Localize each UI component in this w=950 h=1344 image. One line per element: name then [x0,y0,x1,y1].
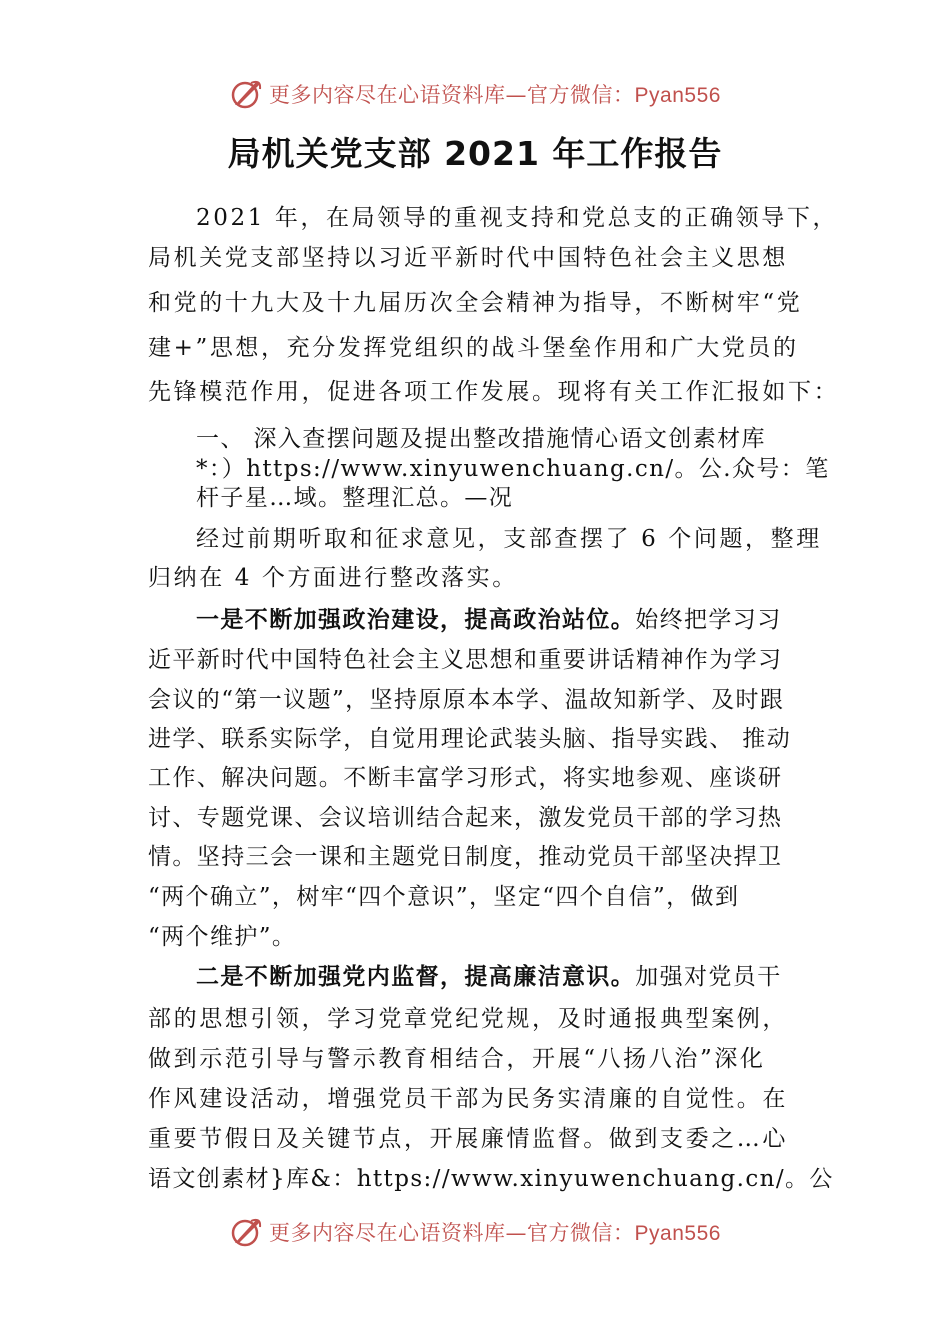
paragraph-line: 部的思想引领，学习党章党纪党规，及时通报典型案例， [148,1006,788,1032]
header-watermark [0,74,950,114]
watermark-text: 更多内容尽在心语资料库—官方微信：Pyan556 [269,1221,721,1245]
paragraph-line: 进学、联系实际学，自觉用理论武装头脑、指导实践、 推动 [148,726,792,752]
point-2-first-line: 二是不断加强党内监督，提高廉洁意识。加强对党员干 [196,963,782,990]
watermark-wechat-id: Pyan556 [634,1222,721,1245]
paragraph-line: 语文创素材}库&：https://www.xinyuwenchuang.cn/。公 [148,1166,834,1192]
paragraph-line: 经过前期听取和征求意见，支部查摆了 6 个问题，整理 [196,526,822,552]
paragraph-line: “两个维护”。 [148,924,297,950]
point-1-heading: 一是不断加强政治建设，提高政治站位。 [196,606,636,633]
section-heading-line: 杆子星…域。整理汇总。—况 [196,485,514,511]
section-heading-line: *：）https://www.xinyuwenchuang.cn/。公.众号：笔 [196,456,830,482]
paragraph-line: 会议的“第一议题”，坚持原原本本学、温故知新学、及时跟 [148,687,785,713]
paragraph-line: 讨、专题党课、会议培训结合起来，激发党员干部的学习热 [148,805,783,831]
paragraph-line: 局机关党支部坚持以习近平新时代中国特色社会主义思想 [148,245,788,271]
paragraph-line: 工作、解决问题。不断丰富学习形式，将实地参观、座谈研 [148,765,783,791]
paragraph-line: 做到示范引导与警示教育相结合，开展“八扬八治”深化 [148,1046,766,1072]
paragraph-line: 建+”思想，充分发挥党组织的战斗堡垒作用和广大党员的 [148,335,799,361]
quill-logo-icon [229,77,263,111]
watermark-wechat-id: Pyan556 [634,84,721,107]
point-1-first-line: 一是不断加强政治建设，提高政治站位。始终把学习习 [196,606,782,633]
paragraph-line: 归纳在 4 个方面进行整改落实。 [148,565,518,591]
paragraph-line: 先锋模范作用，促进各项工作发展。现将有关工作汇报如下： [148,379,840,405]
paragraph-line: 作风建设活动，增强党员干部为民务实清廉的自觉性。在 [148,1086,788,1112]
paragraph-line: “两个确立”，树牢“四个意识”，坚定“四个自信”，做到 [148,884,740,910]
paragraph-line: 重要节假日及关键节点，开展廉情监督。做到支委之…心 [148,1126,788,1152]
quill-logo-icon [229,1215,263,1249]
paragraph-line: 2021 年，在局领导的重视支持和党总支的正确领导下， [196,205,839,231]
point-2-heading: 二是不断加强党内监督，提高廉洁意识。 [196,963,636,990]
page-title: 局机关党支部 2021 年工作报告 [227,134,723,173]
watermark-text: 更多内容尽在心语资料库—官方微信：Pyan556 [269,83,721,107]
paragraph-line: 近平新时代中国特色社会主义思想和重要讲话精神作为学习 [148,647,783,673]
paragraph-line: 情。坚持三会一课和主题党日制度，推动党员干部坚决捍卫 [148,844,783,870]
paragraph-line: 和党的十九大及十九届历次全会精神为指导，不断树牢“党 [148,290,803,316]
section-heading-line: 一、 深入查摆问题及提出整改措施情心语文创素材库 [196,426,766,452]
footer-watermark [0,1212,950,1252]
